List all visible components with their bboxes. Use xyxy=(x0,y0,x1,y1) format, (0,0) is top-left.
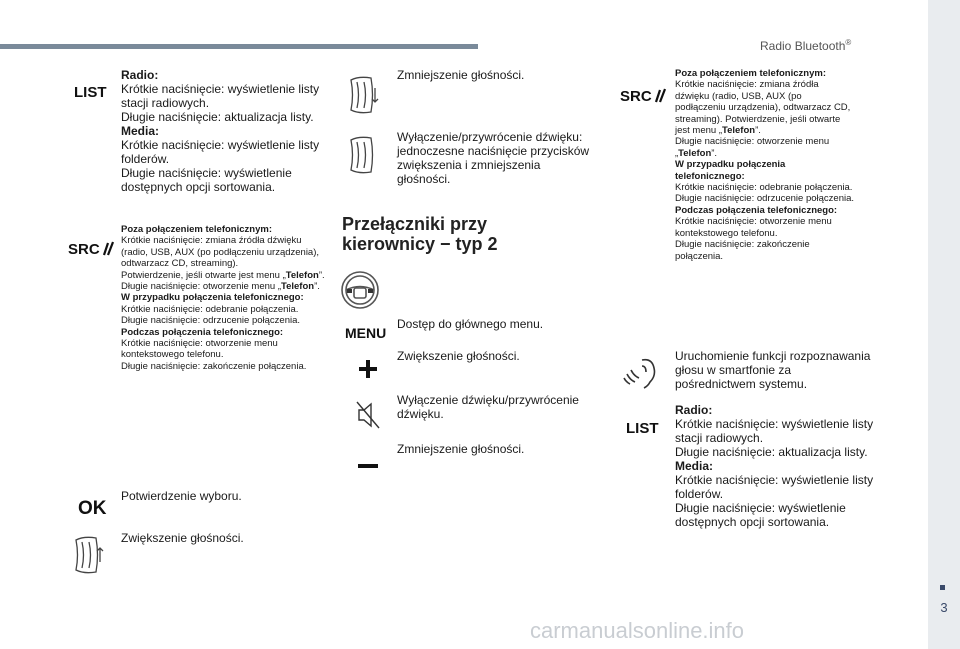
src-description-right: Poza połączeniem telefonicznym: Krótkie naciśnięcie: zmiana źródła dźwięku (radio, USB, AUX (po podłączeniu urządzenia), odtwarzacz CD, streaming). Potwierdzenie, jeśli otwarte jest menu „Telefon”. Długie naciśnięcie: otworzenie menu „Telefon”. W przypadku połączenia telefonicznego: Krótkie naciśnięcie: odebranie połączenia. Długie naciśnięcie: odrzucenie połączenia. Podczas połączenia telefonicznego: Krótkie naciśnięcie: otworzenie menu kontekstowego telefonu. Długie naciśnięcie: zakończenie połączenia. xyxy=(675,68,855,262)
list-button-label-right: LIST xyxy=(626,420,659,437)
list-description: Radio: Krótkie naciśnięcie: wyświetlenie listy stacji radiowych. Długie naciśnięcie: aktualizacja listy. Media: Krótkie naciśnięcie: wyświetlenie listy folderów. Długie naciśnięcie: wyświetlenie dostępnych opcji sortowania. xyxy=(121,68,320,194)
wheel-down-description: Zmniejszenie głośności. xyxy=(397,68,525,82)
thumbwheel-down-icon xyxy=(345,74,379,121)
minus-icon xyxy=(357,458,379,476)
src-icon-text: SRC xyxy=(68,241,100,258)
wheel-up-description: Zwiększenie głośności. xyxy=(121,531,244,545)
list-description-right: Radio: Krótkie naciśnięcie: wyświetlenie listy stacji radiowych. Długie naciśnięcie: aktualizacja listy. Media: Krótkie naciśnięcie: wyświetlenie listy folderów. Długie naciśnięcie: wyświetlenie dostępnych opcji sortowania. xyxy=(675,403,874,529)
src-icon-right xyxy=(620,85,666,110)
page-number: 3 xyxy=(940,600,948,615)
thumbwheel-press-icon xyxy=(345,134,379,181)
menu-button-label: MENU xyxy=(345,325,387,341)
mute-speaker-icon xyxy=(356,400,380,435)
header-rule xyxy=(0,44,478,49)
mute2-description: Wyłączenie dźwięku/przywrócenie dźwięku. xyxy=(397,393,579,421)
src-icon-right-text: SRC xyxy=(620,88,652,105)
page-marker xyxy=(940,585,945,590)
thumbwheel-up-icon xyxy=(70,534,104,581)
section-heading: Przełączniki przy kierownicy − typ 2 xyxy=(342,214,498,254)
ok-button-label: OK xyxy=(78,498,107,519)
ok-description: Potwierdzenie wyboru. xyxy=(121,489,242,503)
list-button-label: LIST xyxy=(74,84,107,101)
mute-description: Wyłączenie/przywrócenie dźwięku: jednoczesne naciśnięcie przycisków zwiększenia i zmniejszenia głośności. xyxy=(397,130,590,186)
voice-recognition-icon xyxy=(622,356,660,395)
plus-description: Zwiększenie głośności. xyxy=(397,349,520,363)
src-description: Poza połączeniem telefonicznym: Krótkie naciśnięcie: zmiana źródła dźwięku (radio, USB, AUX (po podłączeniu urządzenia), odtwarzacz CD, streaming). Potwierdzenie, jeśli otwarte jest menu „Telefon”. Długie naciśnięcie: otworzenie menu „Telefon”. W przypadku połączenia telefonicznego: Krótkie naciśnięcie: odebranie połączenia. Długie naciśnięcie: odrzucenie połączenia. Podczas połączenia telefonicznego: Krótkie naciśnięcie: otworzenie menu kontekstowego telefonu. Długie naciśnięcie: zakończenie połączenia. xyxy=(121,224,325,372)
plus-icon xyxy=(357,358,379,385)
steering-wheel-icon xyxy=(338,268,382,317)
menu-description: Dostęp do głównego menu. xyxy=(397,317,544,331)
watermark: carmanualsonline.info xyxy=(530,618,745,643)
src-icon xyxy=(68,238,114,263)
voice-description: Uruchomienie funkcji rozpoznawania głosu w smartfonie za pośrednictwem systemu. xyxy=(675,349,871,391)
minus-description: Zmniejszenie głośności. xyxy=(397,442,525,456)
page-side-strip xyxy=(928,0,960,649)
page-header-title: Radio Bluetooth® xyxy=(760,38,852,53)
